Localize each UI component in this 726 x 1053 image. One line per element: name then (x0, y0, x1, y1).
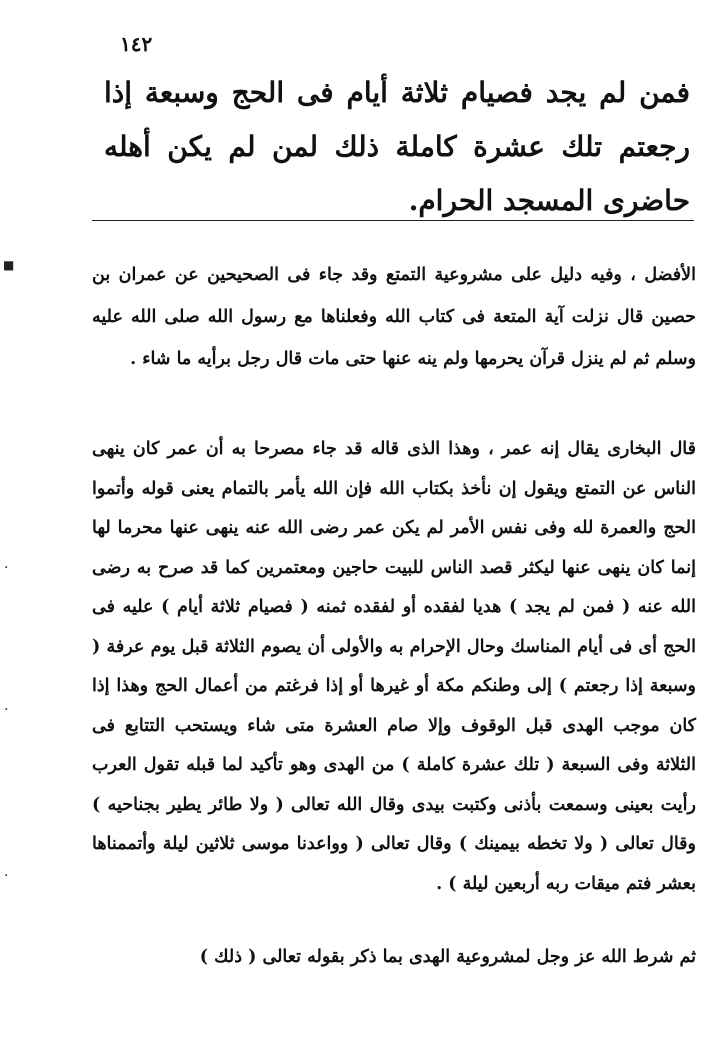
margin-mark: ■ (3, 258, 15, 272)
quran-verse: فمن لم يجد فصيام ثلاثة أيام فى الحج وسبعة إذا رجعتم تلك عشرة كاملة ذلك لمن لم يكن أهله حاضرى المسجد الحرام. (104, 76, 690, 217)
separator-line (92, 220, 694, 221)
margin-mark: · (4, 868, 9, 884)
margin-mark: · (4, 702, 9, 718)
margin-mark: · (4, 560, 9, 576)
commentary-paragraph-2: قال البخارى يقال إنه عمر ، وهذا الذى قاله قد جاء مصرحا به أن عمر كان ينهى الناس عن التمتع ويقول إن نأخذ بكتاب الله فإن الله يأمر بالتمام يعنى قوله وأتموا الحج والعمرة لله وفى نفس الأمر لم يكن عمر رضى الله عنه ينهى عنها محرما لها إنما كان ينهى عنها ليكثر قصد الناس للبيت حاجين ومعتمرين كما قد صرح به رضى الله عنه ( فمن لم يجد ) هديا لفقده أو لفقده ثمنه ( فصيام ثلاثة أيام ) عليه فى الحج أى فى أيام المناسك وحال الإحرام به والأولى أن يصوم الثلاثة قبل يوم عرفة ( وسبعة إذا رجعتم ) إلى وطنكم مكة أو غيرها أو إذا فرغتم من أعمال الحج وهذا إذا كان موجب الهدى قبل الوقوف وإلا صام العشرة متى شاء ويستحب التتابع فى الثلاثة وفى السبعة ( تلك عشرة كاملة ) من الهدى وهو تأكيد لما قبله تقول العرب رأيت بعينى وسمعت بأذنى وكتبت بيدى وقال الله تعالى ( ولا طائر يطير بجناحيه ) وقال تعالى ( ولا تخطه بيمينك ) وقال تعالى ( وواعدنا موسى ثلاثين ليلة وأتممناها بعشر فتم ميقات ربه أربعين ليلة ) . (92, 439, 696, 894)
commentary-paragraph-1: الأفضل ، وفيه دليل على مشروعية التمتع وقد جاء فى الصحيحين عن عمران بن حصين قال نزلت آية المتعة فى كتاب الله وفعلناها مع رسول الله صلى الله عليه وسلم ثم لم ينزل قرآن يحرمها ولم ينه عنها حتى مات قال رجل برأيه ما شاء . (92, 265, 696, 369)
commentary-paragraph-3: ثم شرط الله عز وجل لمشروعية الهدى بما ذكر بقوله تعالى ( ذلك ) (199, 947, 696, 967)
page-number: ١٤٢ (120, 32, 153, 56)
